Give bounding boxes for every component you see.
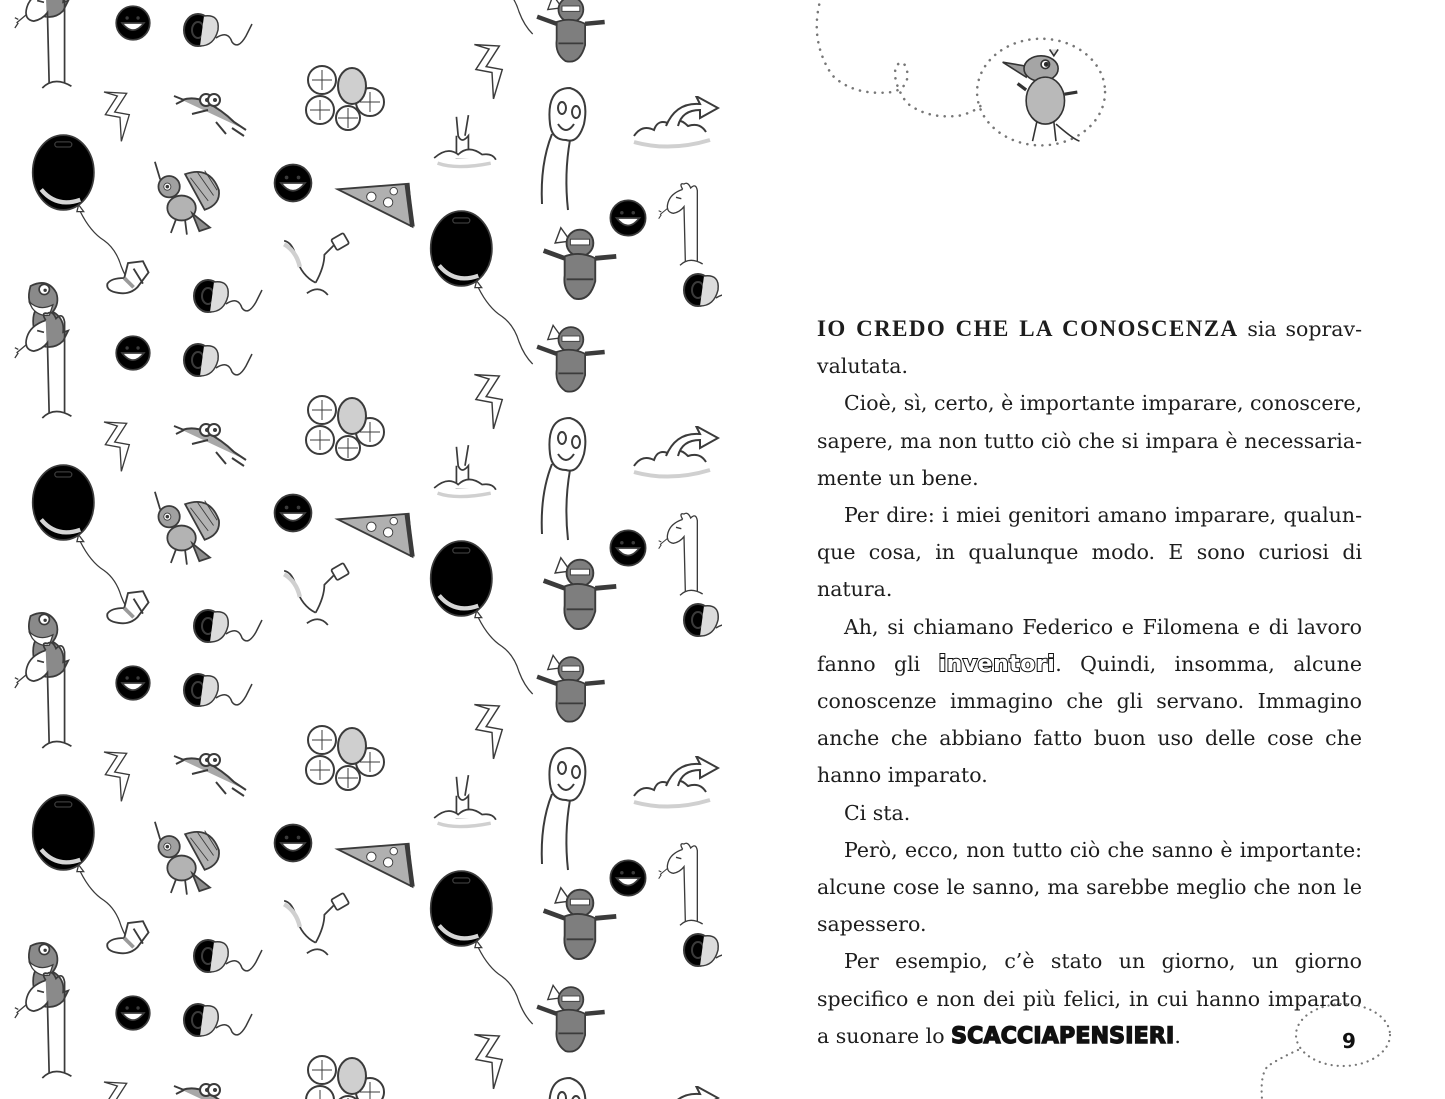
tape-icon bbox=[684, 604, 722, 636]
balloon-icon bbox=[431, 211, 533, 364]
tape-icon bbox=[194, 280, 262, 312]
arrowcloud-icon bbox=[634, 426, 718, 477]
paragraph-4: Ah, si chiamano Federico e Filomena e di lavoro fanno gli inventori. Quindi, insomma, alcune conoscenze immagino che gli servano. Immagino anche che abbiano fatto buon uso delle cose che hanno imparato. bbox=[817, 614, 1362, 788]
balloon-icon bbox=[431, 871, 533, 1024]
pizza-icon bbox=[338, 514, 413, 557]
sock-icon bbox=[107, 921, 148, 953]
balloon-icon bbox=[33, 795, 135, 948]
smiley-icon bbox=[275, 165, 312, 202]
ninja-icon bbox=[544, 558, 617, 629]
turkey-icon bbox=[155, 492, 219, 565]
smiley-icon bbox=[116, 336, 150, 370]
smiley-icon bbox=[275, 825, 312, 862]
lightning-icon bbox=[104, 752, 129, 801]
sock-icon bbox=[107, 591, 148, 623]
smiley-icon bbox=[275, 495, 312, 532]
balloon-icon bbox=[431, 0, 533, 34]
scream-icon bbox=[542, 418, 586, 540]
lightning-icon bbox=[104, 422, 129, 471]
ninja-icon bbox=[537, 985, 605, 1051]
llama-icon bbox=[659, 843, 703, 925]
scream-icon bbox=[542, 1078, 586, 1099]
balloon-icon bbox=[33, 135, 135, 288]
frog-icon bbox=[174, 1084, 246, 1099]
tape-icon bbox=[194, 940, 262, 972]
balloon-icon bbox=[431, 541, 533, 694]
smiley-icon bbox=[610, 530, 645, 565]
turkey-icon bbox=[155, 162, 219, 235]
turkey-icon bbox=[155, 822, 219, 895]
left-page-pattern bbox=[0, 0, 722, 1099]
tape-icon bbox=[184, 1004, 252, 1036]
llama-icon bbox=[15, 0, 72, 88]
frog-icon bbox=[174, 754, 246, 796]
page-number: 9 bbox=[1342, 1029, 1356, 1053]
ninja-icon bbox=[544, 228, 617, 299]
ninja-icon bbox=[537, 0, 605, 62]
right-page bbox=[722, 0, 1445, 1099]
tape-icon bbox=[184, 14, 252, 46]
smiley-icon bbox=[116, 996, 150, 1030]
arrowcloud-icon bbox=[634, 96, 718, 147]
ninja-icon bbox=[544, 888, 617, 959]
drone-icon bbox=[306, 1056, 384, 1099]
tape-icon bbox=[194, 610, 262, 642]
drone-icon bbox=[306, 726, 384, 790]
scream-icon bbox=[542, 748, 586, 870]
pizza-icon bbox=[338, 184, 413, 227]
ninja-icon bbox=[537, 655, 605, 721]
smiley-icon bbox=[610, 860, 645, 895]
lightning-icon bbox=[474, 45, 502, 99]
smiley-icon bbox=[116, 6, 150, 40]
tape-icon bbox=[684, 274, 722, 306]
smiley-icon bbox=[116, 666, 150, 700]
rockhand-icon bbox=[434, 115, 496, 166]
paragraph-7: Per esempio, c’è stato un giorno, un giorno specifico e non dei più felici, in cui hanno imparato a suonare lo SCACCIAPENSIERI. bbox=[817, 949, 1362, 1049]
drone-icon bbox=[306, 66, 384, 130]
dinosaur-in-bubble-icon bbox=[800, 0, 1120, 150]
lightning-icon bbox=[104, 92, 129, 141]
paragraph-5: Ci sta. bbox=[844, 800, 911, 825]
chapter-text bbox=[817, 310, 1362, 1055]
lightning-icon bbox=[474, 375, 502, 429]
ninja-icon bbox=[537, 325, 605, 391]
plug-icon bbox=[284, 563, 349, 625]
lightning-icon bbox=[474, 705, 502, 759]
tape-icon bbox=[684, 934, 722, 966]
paragraph-1: IO CREDO CHE LA CONOSCENZA sia sopravvalutata. bbox=[817, 316, 1362, 379]
header-illustration bbox=[800, 0, 1120, 150]
pizza-icon bbox=[338, 844, 413, 887]
llama-icon bbox=[659, 183, 703, 265]
smiley-icon bbox=[610, 200, 645, 235]
highlight-word-scacciapensieri: SCACCIAPENSIERI bbox=[951, 1023, 1175, 1049]
paragraph-3: Per dire: i miei genitori amano imparare, qualunque cosa, in qualunque modo. E sono curiosi di natura. bbox=[817, 503, 1362, 602]
frog-icon bbox=[174, 94, 246, 136]
scream-icon bbox=[542, 88, 586, 210]
sock-icon bbox=[107, 261, 148, 293]
lightning-icon bbox=[474, 1035, 502, 1089]
frog-icon bbox=[174, 424, 246, 466]
balloon-icon bbox=[33, 465, 135, 618]
plug-icon bbox=[284, 893, 349, 955]
rockhand-icon bbox=[434, 775, 496, 826]
tape-icon bbox=[184, 344, 252, 376]
lightning-icon bbox=[104, 1082, 129, 1099]
arrowcloud-icon bbox=[634, 756, 718, 807]
arrowcloud-icon bbox=[634, 1086, 718, 1099]
drone-icon bbox=[306, 396, 384, 460]
plug-icon bbox=[284, 233, 349, 295]
llama-icon bbox=[659, 513, 703, 595]
rockhand-icon bbox=[434, 445, 496, 496]
tape-icon bbox=[184, 674, 252, 706]
paragraph-6: Però, ecco, non tutto ciò che sanno è importante: alcune cose le sanno, ma sarebbe meglio che non le sapessero. bbox=[817, 837, 1362, 937]
highlight-word-inventori: inventori bbox=[938, 651, 1056, 677]
paragraph-2: Cioè, sì, certo, è importante imparare, conoscere, sapere, ma non tutto ciò che si impara è necessariamente un bene. bbox=[817, 391, 1362, 490]
chapter-opening-words: IO CREDO CHE LA CONOSCENZA bbox=[817, 316, 1239, 341]
doodle-pattern bbox=[0, 0, 722, 1099]
